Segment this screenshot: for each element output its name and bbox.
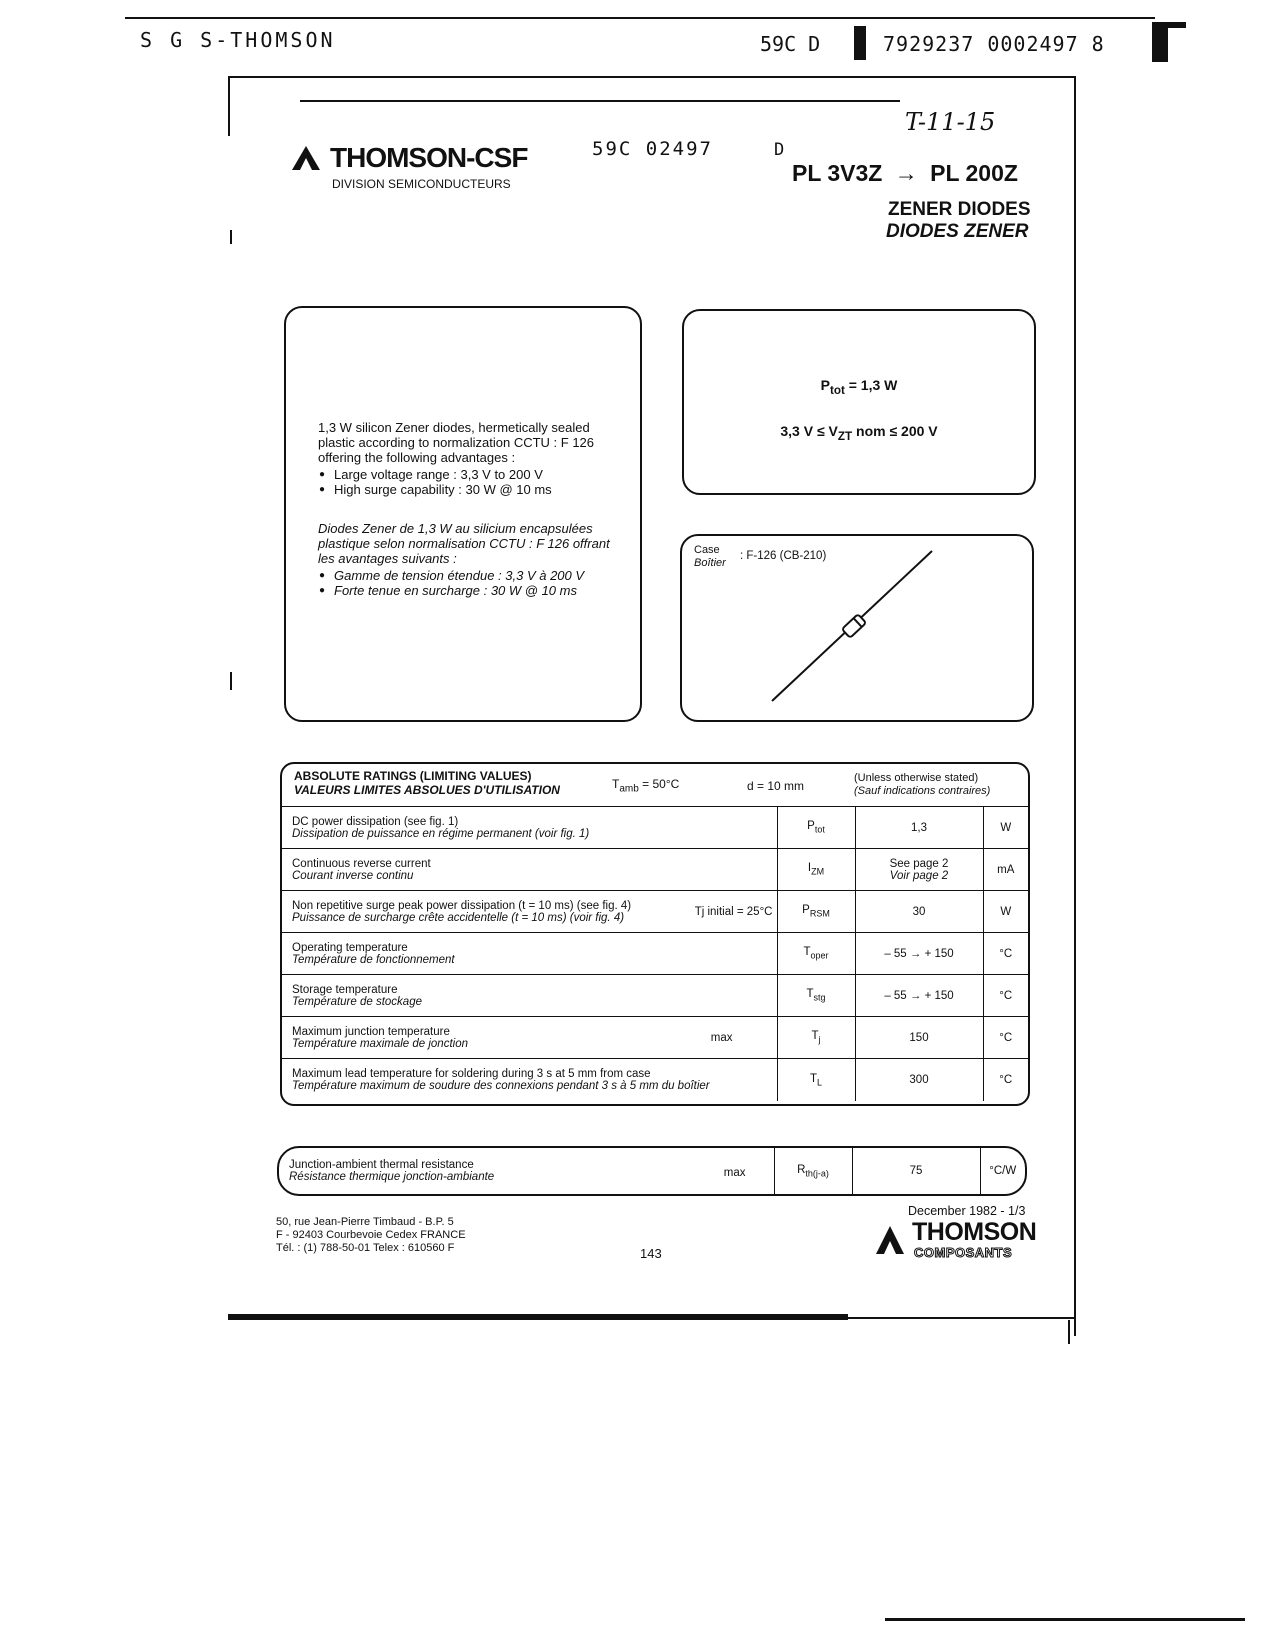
rating-label-en: Storage temperature — [292, 983, 398, 996]
rating-symbol: $P_{RSM}$ — [777, 891, 855, 933]
doc-code: 59C 02497 — [592, 138, 713, 160]
rating-value: – 55 → + 150 — [855, 933, 983, 975]
rating-row — [282, 891, 1028, 933]
ratings-distance: d = 10 mm — [747, 779, 805, 793]
rating-label-en: Continuous reverse current — [292, 857, 431, 870]
footer-address-line: 50, rue Jean-Pierre Timbaud - B.P. 5 — [276, 1216, 454, 1228]
scan-mark-block — [854, 26, 866, 60]
ratings-note-en: (Unless otherwise stated) — [854, 772, 979, 784]
case-label — [694, 544, 726, 570]
range-from: PL 3V3Z — [792, 160, 883, 186]
rating-label-en: Operating temperature — [292, 941, 408, 954]
rating-label-fr: Température de stockage — [292, 995, 422, 1008]
thermal-row — [279, 1148, 1025, 1194]
rating-condition: max — [710, 1031, 733, 1044]
page-bottom-border-thin — [848, 1317, 1074, 1319]
rating-unit: °C — [983, 975, 1028, 1017]
doc-letter: D — [774, 140, 785, 160]
rating-label-en: Maximum lead temperature for soldering during 3 s at 5 mm from case — [292, 1067, 651, 1080]
scan-top-rule — [125, 17, 1155, 19]
rating-row — [282, 1017, 1028, 1059]
scan-bottom-rule — [885, 1618, 1245, 1621]
range-arrow: → — [894, 160, 918, 186]
footer-address — [276, 1216, 466, 1255]
page-left-border — [228, 76, 230, 136]
rating-label — [282, 807, 777, 849]
rating-value: See page 2 Voir page 2 — [855, 849, 983, 891]
subtitle-fr: DIODES ZENER — [886, 221, 1029, 242]
rating-symbol: $P_{tot}$ — [777, 807, 855, 849]
scan-mark-block-right-top — [1152, 22, 1186, 28]
rating-value: 1,3 — [855, 807, 983, 849]
rating-label-en: Maximum junction temperature — [292, 1025, 450, 1038]
footer-date: December 1982 - 1/3 — [908, 1204, 1026, 1218]
rating-label-fr: Température maximum de soudure des connexions pendant 3 s à 5 mm du boîtier — [292, 1079, 710, 1092]
ratings-title-fr: VALEURS LIMITES ABSOLUES D'UTILISATION — [294, 783, 560, 797]
rating-unit: W — [983, 807, 1028, 849]
advantages-en-list — [318, 467, 618, 497]
rating-unit: W — [983, 891, 1028, 933]
footer-address-line: F - 92403 Courbevoie Cedex FRANCE — [276, 1229, 466, 1241]
ratings-note-fr: (Sauf indications contraires) — [854, 785, 991, 797]
scan-margin-mark — [230, 230, 232, 244]
range-to: PL 200Z — [930, 160, 1018, 186]
case-label-fr: Boîtier — [694, 557, 726, 569]
scan-header-code: 59C D — [760, 32, 821, 56]
advantage-fr-item: ● Gamme de tension étendue : 3,3 V à 200 V — [334, 568, 618, 583]
description-content — [318, 420, 618, 598]
rating-value: 300 — [855, 1059, 983, 1101]
ratings-title — [294, 769, 560, 797]
rating-label-fr: Température maximale de jonction — [292, 1037, 468, 1050]
rating-label — [282, 933, 777, 975]
rating-unit: mA — [983, 849, 1028, 891]
rating-unit: °C — [983, 1059, 1028, 1101]
ptot-spec: $P_{tot} = 1,3$ W — [820, 377, 898, 397]
rating-value: – 55 → + 150 — [855, 975, 983, 1017]
rating-label — [282, 1059, 777, 1101]
rating-value: 150 — [855, 1017, 983, 1059]
rating-condition: Tj initial = 25°C — [694, 905, 773, 918]
vz-spec: 3,3 $V \le V_{ZT}$ nom ≤ 200 V — [780, 423, 938, 443]
rating-row — [282, 933, 1028, 975]
page-header-rule — [300, 100, 900, 102]
brand-division: DIVISION SEMICONDUCTEURS — [332, 177, 511, 191]
scan-header-left: S G S-THOMSON — [140, 28, 336, 52]
rating-label-fr: Dissipation de puissance en régime permanent (voir fig. 1) — [292, 827, 590, 840]
subtitle-en: ZENER DIODES — [888, 199, 1031, 220]
handwritten-note: T-11-15 — [905, 108, 996, 136]
thermal-label — [279, 1148, 774, 1194]
advantage-en-item: ● Large voltage range : 3,3 V to 200 V — [334, 467, 618, 482]
key-specs-box — [682, 309, 1036, 495]
rating-row — [282, 807, 1028, 849]
thermal-symbol: $R_{th(j-a)}$ — [774, 1148, 852, 1194]
rating-row — [282, 975, 1028, 1017]
scan-header-number: 7929237 0002497 8 — [883, 32, 1105, 56]
thermal-cond: max — [723, 1167, 746, 1179]
thermal-label-fr: Résistance thermique jonction-ambiante — [289, 1171, 495, 1183]
rating-label — [282, 849, 777, 891]
description-box — [284, 306, 642, 722]
thermal-unit: °C/W — [980, 1148, 1025, 1194]
rating-label — [282, 891, 777, 933]
rating-symbol: $T_L$ — [777, 1059, 855, 1101]
rating-label-fr: Puissance de surcharge crête accidentelle (t = 10 ms) (voir fig. 4) — [292, 911, 625, 924]
scan-margin-mark — [230, 672, 232, 690]
thermal-label-en: Junction-ambient thermal resistance — [289, 1159, 474, 1171]
rating-label-fr: Courant inverse continu — [292, 869, 414, 882]
description-en: 1,3 W silicon Zener diodes, hermetically sealed plastic according to normalization CCTU : F 126 offering the following advantages : — [318, 420, 595, 465]
footer-logo-icon — [874, 1224, 906, 1256]
page-top-border — [228, 76, 1076, 78]
rating-value: 30 — [855, 891, 983, 933]
scan-margin-mark — [1068, 1320, 1070, 1344]
rating-row — [282, 1059, 1028, 1101]
thermal-table — [279, 1148, 1025, 1194]
diode-drawing — [762, 546, 942, 706]
footer-page-number: 143 — [640, 1246, 662, 1261]
scan-mark-block-right — [1152, 22, 1168, 62]
thermal-value: 75 — [852, 1148, 980, 1194]
rating-unit: °C — [983, 1017, 1028, 1059]
page-bottom-border — [228, 1314, 848, 1320]
rating-label-fr: Température de fonctionnement — [292, 953, 455, 966]
rating-label — [282, 975, 777, 1017]
rating-symbol: $T_{stg}$ — [777, 975, 855, 1017]
ratings-note — [854, 772, 990, 798]
ratings-table — [282, 806, 1028, 1101]
rating-label-en: Non repetitive surge peak power dissipation (t = 10 ms) (see fig. 4) — [292, 899, 632, 912]
rating-symbol: $I_{ZM}$ — [777, 849, 855, 891]
ratings-box — [280, 762, 1030, 1106]
thermal-box — [277, 1146, 1027, 1196]
brand-name: THOMSON-CSF — [330, 142, 528, 173]
rating-symbol: $T_{oper}$ — [777, 933, 855, 975]
case-box — [680, 534, 1034, 722]
part-range-title — [792, 160, 1018, 187]
footer-brand: THOMSON — [912, 1218, 1037, 1246]
ratings-tamb: $T_{amb} = 50^\circ C$ — [612, 777, 680, 795]
case-label-en: Case — [694, 544, 720, 556]
footer-address-line: Tél. : (1) 788-50-01 Telex : 610560 F — [276, 1242, 455, 1254]
rating-label — [282, 1017, 777, 1059]
thomson-logo-icon — [290, 144, 322, 172]
rating-symbol: $T_j$ — [777, 1017, 855, 1059]
advantages-fr-list — [318, 568, 618, 598]
advantage-en-item: ● High surge capability : 30 W @ 10 ms — [334, 482, 618, 497]
ratings-title-en: ABSOLUTE RATINGS (LIMITING VALUES) — [294, 769, 532, 783]
advantage-fr-item: ● Forte tenue en surcharge : 30 W @ 10 ms — [334, 583, 618, 598]
case-value: : F-126 (CB-210) — [740, 550, 827, 562]
footer-brand-sub: COMPOSANTS — [914, 1245, 1013, 1260]
rating-unit: °C — [983, 933, 1028, 975]
ratings-header — [282, 764, 1028, 806]
rating-label-en: DC power dissipation (see fig. 1) — [292, 815, 459, 828]
page-right-border — [1074, 76, 1076, 1336]
rating-row — [282, 849, 1028, 891]
description-fr: Diodes Zener de 1,3 W au silicium encapsulées plastique selon normalisation CCTU : F 126 offrant les avantages suivants : — [318, 521, 610, 566]
